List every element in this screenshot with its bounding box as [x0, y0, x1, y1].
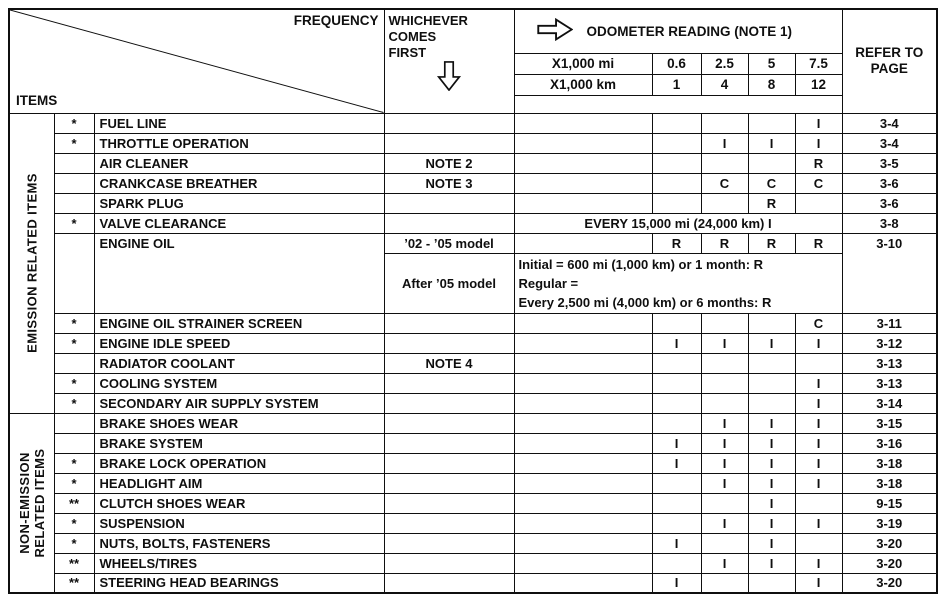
interval-mark: I [701, 513, 748, 533]
item-name: SECONDARY AIR SUPPLY SYSTEM [94, 393, 384, 413]
spacer-cell [514, 533, 652, 553]
item-name: AIR CLEANER [94, 153, 384, 173]
table-row [9, 333, 937, 353]
interval-mark: I [652, 453, 701, 473]
table-row [9, 193, 937, 213]
section-label-non-emission: NON-EMISSION RELATED ITEMS [9, 413, 54, 593]
frequency-cell [384, 513, 514, 533]
spacer-cell [514, 573, 652, 593]
item-name: FUEL LINE [94, 113, 384, 133]
interval-mark: I [795, 433, 842, 453]
page-ref: 3-14 [842, 393, 937, 413]
interval-mark [701, 193, 748, 213]
km-value: 8 [748, 74, 795, 95]
frequency-cell [384, 573, 514, 593]
page-ref: 3-12 [842, 333, 937, 353]
frequency-cell [384, 313, 514, 333]
interval-mark: I [652, 573, 701, 593]
interval-mark [652, 553, 701, 573]
star-cell [54, 433, 94, 453]
item-name: BRAKE SYSTEM [94, 433, 384, 453]
table-row [9, 513, 937, 533]
mi-row-label: X1,000 mi [514, 53, 652, 74]
star-cell: * [54, 113, 94, 133]
interval-mark [652, 173, 701, 193]
interval-mark: I [701, 333, 748, 353]
star-cell: * [54, 333, 94, 353]
whichever-line: FIRST [388, 45, 427, 60]
valve-clearance-interval: EVERY 15,000 mi (24,000 km) I [514, 213, 842, 233]
interval-mark: I [652, 533, 701, 553]
frequency-note: NOTE 2 [384, 153, 514, 173]
table-row [9, 213, 937, 233]
interval-mark: I [795, 133, 842, 153]
interval-mark [652, 313, 701, 333]
star-cell: * [54, 453, 94, 473]
page-ref: 3-11 [842, 313, 937, 333]
spacer-cell [514, 353, 652, 373]
interval-mark: I [701, 413, 748, 433]
mi-value: 0.6 [652, 53, 701, 74]
table-row [9, 433, 937, 453]
page-ref: 3-4 [842, 113, 937, 133]
interval-mark [652, 153, 701, 173]
interval-mark [748, 153, 795, 173]
mi-value: 7.5 [795, 53, 842, 74]
interval-mark [652, 413, 701, 433]
spacer-cell [514, 413, 652, 433]
page-ref: 3-18 [842, 473, 937, 493]
interval-mark: I [795, 473, 842, 493]
interval-mark [701, 313, 748, 333]
page-ref: 9-15 [842, 493, 937, 513]
spacer-cell [514, 393, 652, 413]
interval-mark [652, 373, 701, 393]
star-cell: * [54, 513, 94, 533]
interval-mark [748, 573, 795, 593]
interval-mark [652, 393, 701, 413]
interval-mark: I [795, 333, 842, 353]
interval-mark [748, 353, 795, 373]
interval-mark [701, 373, 748, 393]
page-ref: 3-5 [842, 153, 937, 173]
table-row [9, 453, 937, 473]
interval-mark [701, 153, 748, 173]
right-arrow-icon [537, 18, 573, 44]
frequency-cell [384, 333, 514, 353]
interval-mark: R [701, 233, 748, 253]
interval-mark: I [748, 333, 795, 353]
interval-mark: I [748, 513, 795, 533]
down-arrow-icon [436, 61, 462, 94]
interval-mark: I [795, 453, 842, 473]
frequency-cell [384, 533, 514, 553]
frequency-cell [384, 393, 514, 413]
refer-to-page-header: REFER TO PAGE [842, 9, 937, 113]
star-cell: * [54, 473, 94, 493]
item-name: SPARK PLUG [94, 193, 384, 213]
odometer-reading-title: ODOMETER READING (NOTE 1) [586, 23, 793, 39]
spacer-cell [514, 513, 652, 533]
item-name: CLUTCH SHOES WEAR [94, 493, 384, 513]
spacer-cell [514, 333, 652, 353]
frequency-cell [384, 413, 514, 433]
interval-mark [701, 493, 748, 513]
interval-mark [748, 113, 795, 133]
frequency-cell [384, 553, 514, 573]
frequency-items-diagonal-cell [9, 9, 384, 113]
page-ref: 3-20 [842, 553, 937, 573]
table-row [9, 533, 937, 553]
item-name: ENGINE IDLE SPEED [94, 333, 384, 353]
interval-mark [795, 533, 842, 553]
page-ref: 3-10 [842, 233, 937, 313]
table-row [9, 233, 937, 253]
star-cell: * [54, 533, 94, 553]
mi-value: 5 [748, 53, 795, 74]
interval-mark [748, 393, 795, 413]
interval-mark [701, 573, 748, 593]
table-row [9, 493, 937, 513]
interval-mark: I [748, 453, 795, 473]
table-row [9, 353, 937, 373]
interval-mark: C [795, 173, 842, 193]
spacer-cell [514, 313, 652, 333]
page-ref: 3-8 [842, 213, 937, 233]
spacer-cell [514, 493, 652, 513]
interval-mark: I [795, 113, 842, 133]
interval-mark [795, 193, 842, 213]
maintenance-schedule-table [8, 8, 938, 594]
km-value: 12 [795, 74, 842, 95]
interval-mark [795, 493, 842, 513]
star-cell: ** [54, 573, 94, 593]
frequency-cell [384, 213, 514, 233]
table-row [9, 113, 937, 133]
page-ref: 3-20 [842, 533, 937, 553]
star-cell [54, 353, 94, 373]
star-cell: * [54, 373, 94, 393]
page-ref: 3-16 [842, 433, 937, 453]
interval-mark: R [748, 233, 795, 253]
spacer-cell [514, 173, 652, 193]
frequency-cell [384, 453, 514, 473]
interval-mark: R [795, 233, 842, 253]
item-name: COOLING SYSTEM [94, 373, 384, 393]
whichever-line: COMES [388, 29, 437, 44]
interval-mark: I [701, 433, 748, 453]
spacer-cell [514, 133, 652, 153]
table-row [9, 473, 937, 493]
interval-mark: I [652, 433, 701, 453]
item-name: BRAKE SHOES WEAR [94, 413, 384, 433]
frequency-cell [384, 133, 514, 153]
spacer-cell [514, 153, 652, 173]
interval-mark: I [701, 133, 748, 153]
interval-mark: I [652, 333, 701, 353]
frequency-note: NOTE 3 [384, 173, 514, 193]
interval-mark: I [748, 433, 795, 453]
mi-value: 2.5 [701, 53, 748, 74]
item-name: RADIATOR COOLANT [94, 353, 384, 373]
frequency-cell [384, 373, 514, 393]
interval-mark [701, 353, 748, 373]
page-ref: 3-18 [842, 453, 937, 473]
item-name: BRAKE LOCK OPERATION [94, 453, 384, 473]
spacer-cell [514, 453, 652, 473]
km-value: 1 [652, 74, 701, 95]
star-cell [54, 193, 94, 213]
interval-mark: I [748, 413, 795, 433]
whichever-line: WHICHEVER [388, 13, 468, 28]
table-row [9, 413, 937, 433]
interval-mark [652, 353, 701, 373]
interval-mark: I [795, 393, 842, 413]
table-row [9, 393, 937, 413]
table-row [9, 153, 937, 173]
engine-oil-interval-text: Initial = 600 mi (1,000 km) or 1 month: R Regular = Every 2,500 mi (4,000 km) or 6 months: R [514, 253, 842, 313]
spacer-cell [514, 433, 652, 453]
table-row [9, 133, 937, 153]
interval-mark [652, 113, 701, 133]
interval-mark [652, 473, 701, 493]
interval-mark: R [652, 233, 701, 253]
page-ref: 3-6 [842, 193, 937, 213]
item-name: THROTTLE OPERATION [94, 133, 384, 153]
star-cell: * [54, 393, 94, 413]
interval-mark: R [748, 193, 795, 213]
page-ref: 3-4 [842, 133, 937, 153]
interval-mark [795, 353, 842, 373]
interval-mark: I [748, 533, 795, 553]
page-ref: 3-20 [842, 573, 937, 593]
interval-mark: I [748, 473, 795, 493]
interval-mark: R [795, 153, 842, 173]
model-range-cell: ’02 - ’05 model [384, 233, 514, 253]
interval-mark: I [795, 553, 842, 573]
page-ref: 3-15 [842, 413, 937, 433]
frequency-cell [384, 473, 514, 493]
item-name: VALVE CLEARANCE [94, 213, 384, 233]
interval-mark [701, 533, 748, 553]
table-row [9, 173, 937, 193]
spacer-cell [514, 553, 652, 573]
table-row [9, 573, 937, 593]
star-cell: ** [54, 493, 94, 513]
frequency-cell [384, 113, 514, 133]
interval-mark [748, 313, 795, 333]
interval-mark [652, 493, 701, 513]
interval-mark: I [795, 573, 842, 593]
section-label-emission: EMISSION RELATED ITEMS [9, 113, 54, 413]
interval-mark [652, 193, 701, 213]
frequency-cell [384, 493, 514, 513]
interval-mark: C [795, 313, 842, 333]
interval-mark: I [795, 513, 842, 533]
item-name: ENGINE OIL [94, 233, 384, 313]
model-range-cell: After ’05 model [384, 253, 514, 313]
star-cell: ** [54, 553, 94, 573]
item-name: SUSPENSION [94, 513, 384, 533]
interval-mark: I [701, 453, 748, 473]
odometer-reading-header [514, 9, 842, 53]
km-row-label: X1,000 km [514, 74, 652, 95]
item-name: WHEELS/TIRES [94, 553, 384, 573]
items-label: ITEMS [16, 92, 58, 108]
item-name: NUTS, BOLTS, FASTENERS [94, 533, 384, 553]
spacer-cell [514, 473, 652, 493]
whichever-comes-first-cell [384, 9, 514, 113]
page-ref: 3-13 [842, 353, 937, 373]
star-cell: * [54, 313, 94, 333]
interval-mark [701, 113, 748, 133]
spacer-cell [514, 193, 652, 213]
interval-mark: C [748, 173, 795, 193]
interval-mark: I [795, 413, 842, 433]
header-filler-cell [514, 95, 842, 113]
km-value: 4 [701, 74, 748, 95]
spacer-cell [514, 233, 652, 253]
interval-mark [748, 373, 795, 393]
frequency-cell [384, 433, 514, 453]
item-name: HEADLIGHT AIM [94, 473, 384, 493]
page-ref: 3-19 [842, 513, 937, 533]
spacer-cell [514, 373, 652, 393]
interval-mark: I [748, 493, 795, 513]
table-row [9, 373, 937, 393]
page-ref: 3-13 [842, 373, 937, 393]
frequency-cell [384, 193, 514, 213]
frequency-label: FREQUENCY [293, 13, 379, 28]
interval-mark: I [748, 553, 795, 573]
star-cell [54, 413, 94, 433]
item-name: ENGINE OIL STRAINER SCREEN [94, 313, 384, 333]
star-cell: * [54, 133, 94, 153]
star-cell: * [54, 213, 94, 233]
star-cell [54, 233, 94, 313]
interval-mark: I [748, 133, 795, 153]
interval-mark [652, 133, 701, 153]
interval-mark: I [701, 553, 748, 573]
table-row [9, 553, 937, 573]
interval-mark [701, 393, 748, 413]
item-name: STEERING HEAD BEARINGS [94, 573, 384, 593]
frequency-note: NOTE 4 [384, 353, 514, 373]
interval-mark: C [701, 173, 748, 193]
star-cell [54, 153, 94, 173]
interval-mark: I [701, 473, 748, 493]
star-cell [54, 173, 94, 193]
spacer-cell [514, 113, 652, 133]
item-name: CRANKCASE BREATHER [94, 173, 384, 193]
page-ref: 3-6 [842, 173, 937, 193]
table-row [9, 313, 937, 333]
interval-mark: I [795, 373, 842, 393]
interval-mark [652, 513, 701, 533]
